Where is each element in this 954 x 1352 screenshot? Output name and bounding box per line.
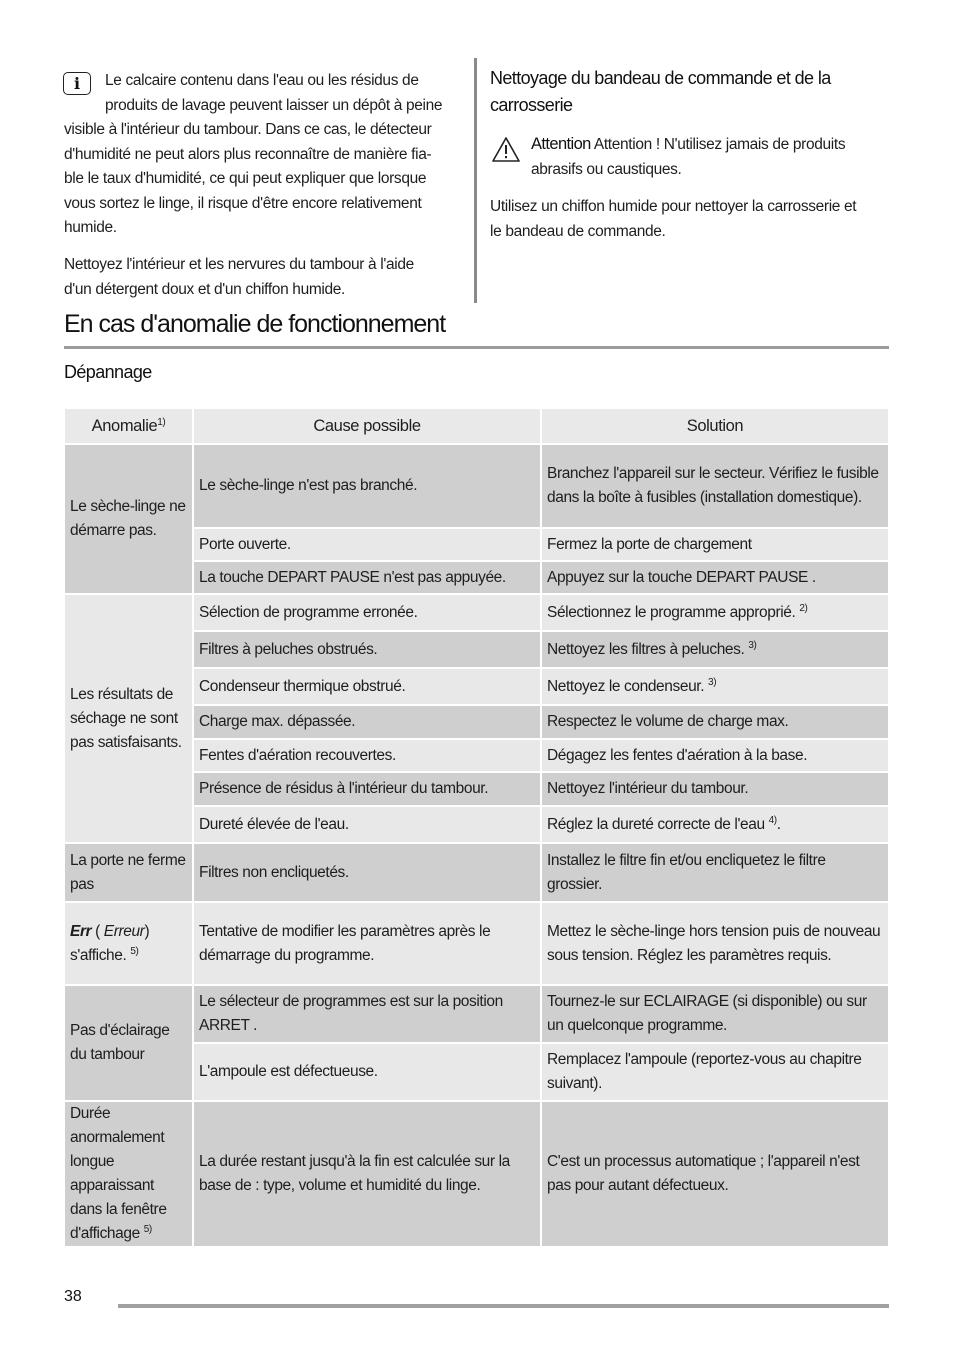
solution-cell: Remplacez l'ampoule (reportez-vous au chapitre suivant). — [541, 1043, 889, 1101]
solution-cell: Tournez-le sur ECLAIRAGE (si disponible) ou sur un quelconque programme. — [541, 985, 889, 1043]
solution-suffix: . — [776, 815, 781, 833]
cause-cell: Filtres non encliquetés. — [193, 843, 541, 902]
table-header-row — [64, 408, 889, 444]
solution-cell: Branchez l'appareil sur le secteur. Vérifiez le fusible dans la boîte à fusibles (installation domestique). — [541, 444, 889, 528]
cause-cell: Le sèche-linge n'est pas branché. — [193, 444, 541, 528]
warning-icon — [491, 136, 521, 163]
page-number: 38 — [64, 1288, 82, 1305]
solution-cell — [541, 668, 889, 705]
body-paragraph — [490, 195, 890, 244]
warning-label: Attention — [531, 135, 591, 153]
info-line: vous sortez le linge, il risque d'être encore relativement — [64, 194, 422, 212]
anomaly-text: Durée anormalement longue apparaissant dans la fenêtre d'affichage — [70, 1105, 167, 1242]
section-rule — [64, 346, 889, 349]
header-solution: Solution — [541, 408, 889, 444]
solution-text: Nettoyez le condenseur. — [547, 677, 705, 695]
solution-cell: Dégagez les fentes d'aération à la base. — [541, 739, 889, 772]
footnote-ref: 5) — [130, 945, 139, 957]
solution-cell: Fermez la porte de chargement — [541, 528, 889, 561]
warning-line — [531, 132, 881, 158]
heading-line: carrosserie — [490, 95, 573, 115]
info-line: visible à l'intérieur du tambour. Dans ce cas, le détecteur — [64, 121, 432, 138]
heading-line: Nettoyage du bandeau de commande et de la — [490, 68, 831, 88]
solution-cell: Respectez le volume de charge max. — [541, 705, 889, 739]
cause-cell: Tentative de modifier les paramètres après le démarrage du programme. — [193, 902, 541, 985]
anomaly-cell — [64, 1101, 193, 1247]
troubleshooting-table — [63, 407, 890, 1248]
footnote-ref: 4) — [768, 814, 777, 826]
solution-text: Réglez la dureté correcte de l'eau — [547, 815, 765, 833]
cause-cell: La touche DEPART PAUSE n'est pas appuyée. — [193, 561, 541, 594]
table-row — [64, 1101, 889, 1247]
cause-cell: La durée restant jusqu'à la fin est calculée sur la base de : type, volume et humidité du linge. — [193, 1101, 541, 1247]
cause-cell: Porte ouverte. — [193, 528, 541, 561]
solution-cell: Appuyez sur la touche DEPART PAUSE . — [541, 561, 889, 594]
cause-cell: Présence de résidus à l'intérieur du tambour. — [193, 772, 541, 806]
solution-text: Sélectionnez le programme approprié. — [547, 603, 796, 621]
cleaning-line: d'un détergent doux et d'un chiffon humide. — [64, 280, 345, 298]
info-line: Le calcaire contenu dans l'eau ou les résidus de — [105, 72, 419, 89]
table-row — [64, 444, 889, 528]
solution-text: Nettoyez les filtres à peluches. — [547, 640, 745, 658]
footnote-ref: 5) — [143, 1224, 152, 1235]
solution-cell: Installez le filtre fin et/ou encliquetez le filtre grossier. — [541, 843, 889, 902]
cause-cell: Condenseur thermique obstrué. — [193, 668, 541, 705]
section-title: En cas d'anomalie de fonctionnement — [64, 310, 446, 338]
solution-cell — [541, 594, 889, 631]
cause-cell: Fentes d'aération recouvertes. — [193, 739, 541, 772]
cause-cell: Dureté élevée de l'eau. — [193, 806, 541, 843]
cleaning-line: Nettoyez l'intérieur et les nervures du tambour à l'aide — [64, 256, 414, 273]
anomaly-text: s'affiche. — [70, 946, 127, 964]
header-cause: Cause possible — [193, 408, 541, 444]
subsection-title: Dépannage — [64, 362, 152, 382]
error-code: Err — [70, 922, 92, 940]
footnote-ref: 3) — [748, 639, 757, 651]
info-icon: i — [63, 72, 91, 95]
header-anomaly — [64, 408, 193, 444]
table-row — [64, 985, 889, 1043]
footnote-ref: 3) — [708, 676, 717, 688]
solution-cell: Mettez le sèche-linge hors tension puis de nouveau sous tension. Réglez les paramètres requis. — [541, 902, 889, 985]
warning-text: Attention ! N'utilisez jamais de produits — [593, 136, 846, 153]
cause-cell: Le sélecteur de programmes est sur la position ARRET . — [193, 985, 541, 1043]
footer-rule — [118, 1304, 889, 1308]
warning-paragraph — [531, 132, 881, 182]
cause-cell: Sélection de programme erronée. — [193, 594, 541, 631]
error-code-meaning: Erreur — [103, 922, 145, 940]
warning-line: abrasifs ou caustiques. — [531, 160, 682, 178]
header-anomaly-label: Anomalie — [91, 417, 158, 435]
anomaly-cell: La porte ne ferme pas — [64, 843, 193, 902]
footnote-ref: 2) — [799, 602, 808, 614]
cleaning-paragraph — [64, 253, 464, 302]
info-line: humide. — [64, 219, 117, 236]
body-line: le bandeau de commande. — [490, 222, 666, 240]
table-row — [64, 843, 889, 902]
anomaly-cell: Les résultats de séchage ne sont pas satisfaisants. — [64, 594, 193, 843]
cause-cell: Charge max. dépassée. — [193, 705, 541, 739]
anomaly-cell: Pas d'éclairage du tambour — [64, 985, 193, 1101]
info-line: d'humidité ne peut alors plus reconnaître de manière fia- — [64, 145, 432, 163]
anomaly-cell: Err ( Erreur) s'affiche. $^{5)}$ — [64, 902, 193, 985]
solution-cell — [541, 806, 889, 843]
cause-cell: Filtres à peluches obstrués. — [193, 631, 541, 668]
info-paragraph — [64, 69, 464, 241]
solution-cell: C'est un processus automatique ; l'appareil n'est pas pour autant défectueux. — [541, 1101, 889, 1247]
body-line: Utilisez un chiffon humide pour nettoyer la carrosserie et — [490, 198, 857, 215]
anomaly-cell: Le sèche-linge ne démarre pas. — [64, 444, 193, 594]
footnote-ref: 1) — [157, 417, 166, 428]
table-row — [64, 594, 889, 631]
solution-cell — [541, 631, 889, 668]
cause-cell: L'ampoule est défectueuse. — [193, 1043, 541, 1101]
solution-cell: Nettoyez l'intérieur du tambour. — [541, 772, 889, 806]
column-divider — [474, 58, 477, 303]
control-panel-heading — [490, 65, 890, 119]
info-line: ble le taux d'humidité, ce qui peut expliquer que lorsque — [64, 170, 427, 187]
table-row — [64, 902, 889, 985]
info-line: produits de lavage peuvent laisser un dépôt à peine — [105, 96, 443, 114]
